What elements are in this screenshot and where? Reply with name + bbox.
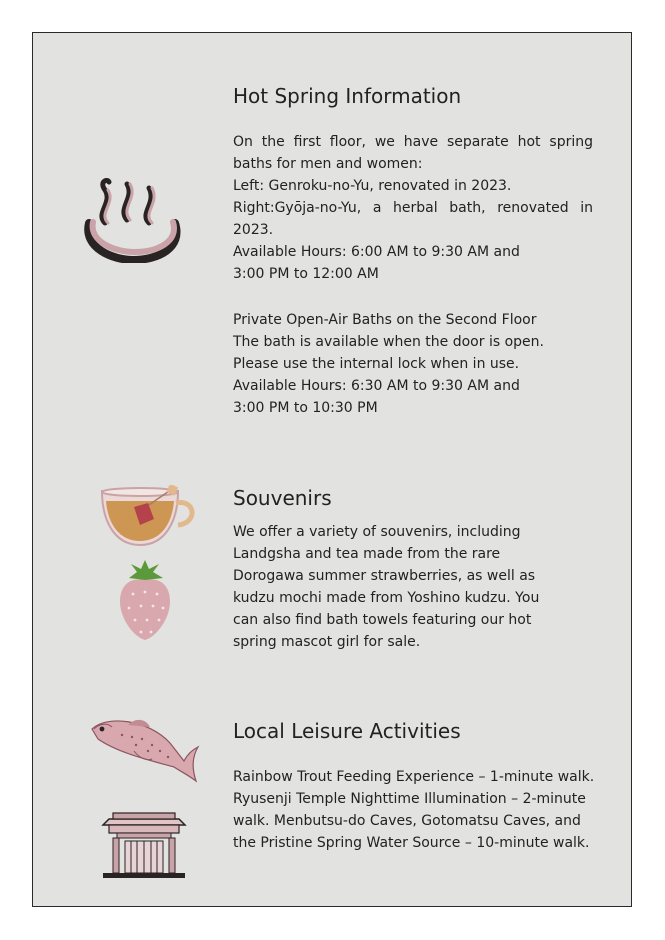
leisure-body: Rainbow Trout Feeding Experience – 1-minute walk. Ryusenji Temple Nighttime Illumination – 2-minute walk. Menbutsu-do Caves, Gotomatsu Caves, and the Pristine Spring Water Source – 10-minute walk. [233,769,595,851]
hot-spring-section [233,83,593,419]
trout-icon [88,713,200,783]
leisure-section [233,718,593,854]
hot-spring-icon [83,178,183,263]
hot-spring-intro: On the first floor, we have separate hot spring baths for men and women: [233,134,593,172]
souvenirs-body: We offer a variety of souvenirs, including Landgsha and tea made from the rare Dorogawa summer strawberries, as well as kudzu mochi made from Yoshino kudzu. You can also find bath towels featuring our hot spring mascot girl for sale. [233,524,540,650]
tea-cup-icon [98,485,198,550]
souvenirs-title: Souvenirs [233,486,332,510]
private-bath-line-1: The bath is available when the door is open. [233,334,544,350]
leisure-title: Local Leisure Activities [233,719,461,743]
temple-gate-icon [99,811,189,879]
hot-spring-title: Hot Spring Information [233,84,462,108]
strawberry-icon [115,558,175,643]
private-bath-line-2: Please use the internal lock when in use. [233,356,520,372]
hot-spring-left-bath: Left: Genroku-no-Yu, renovated in 2023. [233,178,512,194]
private-bath-title: Private Open-Air Baths on the Second Floor [233,312,537,328]
souvenirs-section [233,485,593,653]
info-card [32,32,632,907]
hot-spring-hours: Available Hours: 6:00 AM to 9:30 AM and 3:00 PM to 12:00 AM [233,244,520,282]
private-bath-hours: Available Hours: 6:30 AM to 9:30 AM and 3:00 PM to 10:30 PM [233,378,520,416]
hot-spring-right-bath: Right:Gyōja-no-Yu, a herbal bath, renovated in 2023. [233,200,593,238]
